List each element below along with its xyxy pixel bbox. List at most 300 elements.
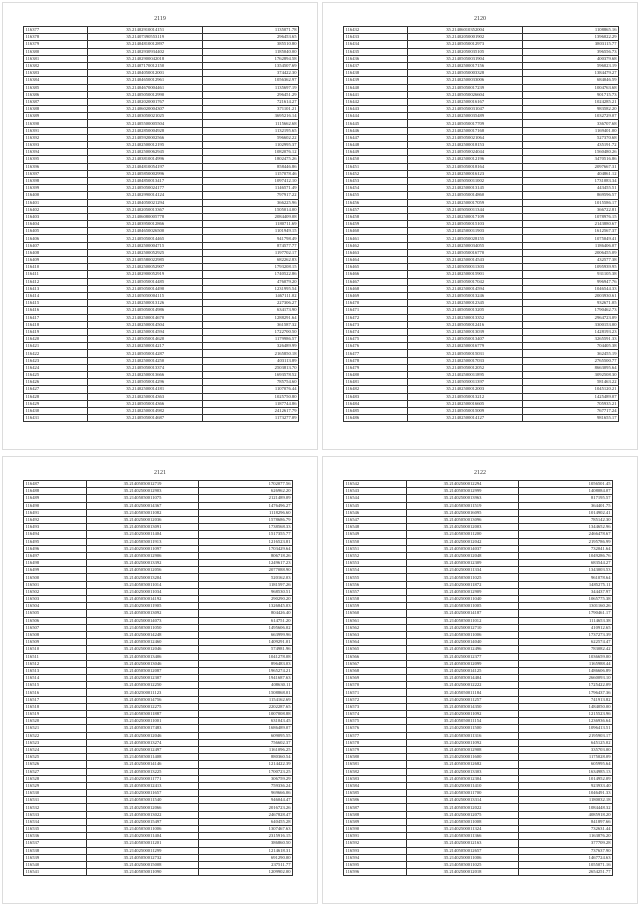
row-id-cell: 116540 bbox=[24, 861, 87, 868]
coordinate-cell: 35.21402500016779 bbox=[408, 343, 523, 350]
amount-cell: 366225.96 bbox=[202, 199, 298, 206]
amount-cell: 396556.73 bbox=[522, 48, 618, 55]
table-row bbox=[24, 797, 293, 804]
amount-cell: 1517355.77 bbox=[199, 531, 293, 538]
table-row bbox=[24, 861, 293, 868]
row-id-cell: 116569 bbox=[344, 675, 407, 682]
row-id-cell: 116581 bbox=[344, 761, 407, 768]
amount-cell: 1097412.10 bbox=[202, 177, 298, 184]
coordinate-cell: 35.21405050014756 bbox=[87, 696, 199, 703]
amount-cell: 946044.47 bbox=[199, 797, 293, 804]
amount-cell: 596602.22 bbox=[202, 134, 298, 141]
table-row bbox=[24, 790, 293, 797]
table-row bbox=[24, 113, 299, 120]
table-row bbox=[344, 833, 613, 840]
amount-cell: 1180711.69 bbox=[202, 221, 298, 228]
coordinate-cell: 35.21405050013205 bbox=[408, 307, 523, 314]
amount-cell: 663999.96 bbox=[199, 631, 293, 638]
row-id-cell: 116499 bbox=[24, 567, 87, 574]
amount-cell: 296453.65 bbox=[202, 34, 298, 41]
coordinate-cell: 35.21402500013303 bbox=[407, 768, 519, 775]
row-id-cell: 116452 bbox=[344, 170, 408, 177]
coordinate-cell: 35.21405050011012 bbox=[407, 617, 519, 624]
coordinate-cell: 35.21402500014982 bbox=[88, 407, 203, 414]
amount-cell: 1004763.68 bbox=[522, 84, 618, 91]
row-id-cell: 116487 bbox=[24, 481, 87, 488]
coordinate-cell: 35.21402500011404 bbox=[87, 531, 199, 538]
table-row bbox=[24, 516, 293, 523]
coordinate-cell: 35.21402500012003 bbox=[408, 386, 523, 393]
coordinate-cell: 35.21405050012657 bbox=[407, 847, 519, 854]
table-row bbox=[344, 660, 613, 667]
row-id-cell: 116467 bbox=[344, 278, 408, 285]
amount-cell: 1132195.65 bbox=[202, 127, 298, 134]
row-id-cell: 116432 bbox=[344, 27, 408, 34]
row-id-cell: 116436 bbox=[344, 55, 408, 62]
table-row bbox=[344, 257, 619, 264]
coordinate-cell: 35.21402500011299 bbox=[87, 847, 199, 854]
coordinate-cell: 35.21402500013392 bbox=[87, 560, 199, 567]
coordinate-cell: 35.21405050012460 bbox=[87, 639, 199, 646]
table-row bbox=[24, 775, 293, 782]
coordinate-cell: 35.21405050012087 bbox=[87, 667, 199, 674]
coordinate-cell: 35.21405050014986 bbox=[88, 307, 203, 314]
row-id-cell: 116586 bbox=[344, 797, 407, 804]
row-id-cell: 116589 bbox=[344, 818, 407, 825]
table-row bbox=[344, 675, 613, 682]
amount-cell: 1025750.80 bbox=[202, 393, 298, 400]
row-id-cell: 116587 bbox=[344, 804, 407, 811]
row-id-cell: 116437 bbox=[344, 62, 408, 69]
amount-cell: 1102995.37 bbox=[202, 142, 298, 149]
amount-cell: 237511.77 bbox=[199, 861, 293, 868]
row-id-cell: 116568 bbox=[344, 667, 407, 674]
coordinate-cell: 35.21405050011184 bbox=[407, 689, 519, 696]
row-id-cell: 116547 bbox=[344, 516, 407, 523]
row-id-cell: 116522 bbox=[24, 732, 87, 739]
amount-cell: 609095.55 bbox=[199, 732, 293, 739]
coordinate-cell: 35.21402500034055 bbox=[408, 242, 523, 249]
table-row bbox=[24, 185, 299, 192]
row-id-cell: 116530 bbox=[24, 790, 87, 797]
amount-cell: 2654251.77 bbox=[519, 869, 613, 876]
amount-cell: 326489.99 bbox=[202, 343, 298, 350]
coordinate-cell: 35.21402500016095 bbox=[407, 509, 519, 516]
row-id-cell: 116493 bbox=[24, 524, 87, 531]
row-id-cell: 116450 bbox=[344, 156, 408, 163]
amount-cell: 2964723.09 bbox=[522, 314, 618, 321]
coordinate-cell: 35.21402500013963 bbox=[407, 495, 519, 502]
coordinate-cell: 35.21405050011397 bbox=[408, 379, 523, 386]
coordinate-cell: 35.21402500012497 bbox=[87, 746, 199, 753]
row-id-cell: 116578 bbox=[344, 739, 407, 746]
table-row bbox=[344, 502, 613, 509]
row-id-cell: 116441 bbox=[344, 91, 408, 98]
amount-cell: 983582.20 bbox=[522, 106, 618, 113]
amount-cell: 8663095.64 bbox=[522, 364, 618, 371]
row-id-cell: 116509 bbox=[24, 639, 87, 646]
table-row bbox=[24, 818, 293, 825]
row-id-cell: 116537 bbox=[24, 840, 87, 847]
coordinate-cell: 35.21402500015901 bbox=[408, 271, 523, 278]
amount-cell: 366722.81 bbox=[522, 206, 618, 213]
coordinate-cell: 35.21402500012046 bbox=[87, 732, 199, 739]
coordinate-cell: 35.21402850004928 bbox=[88, 127, 203, 134]
amount-cell: 527370.68 bbox=[522, 134, 618, 141]
amount-cell: 1508868.01 bbox=[199, 689, 293, 696]
row-id-cell: 116498 bbox=[24, 560, 87, 567]
table-row bbox=[24, 833, 293, 840]
amount-cell: 1163876.20 bbox=[519, 833, 613, 840]
coordinate-cell: 35.21405050013091 bbox=[87, 524, 199, 531]
table-row bbox=[24, 415, 299, 422]
coordinate-cell: 35.21405050011090 bbox=[87, 869, 199, 876]
coordinate-cell: 35.21405050013374 bbox=[88, 364, 203, 371]
row-id-cell: 116570 bbox=[344, 682, 407, 689]
table-row bbox=[24, 746, 293, 753]
amount-cell: 1505014.00 bbox=[202, 206, 298, 213]
amount-cell: 1484050.00 bbox=[519, 703, 613, 710]
table-row bbox=[344, 264, 619, 271]
coordinate-cell: 35.21405050012719 bbox=[87, 481, 199, 488]
coordinate-cell: 35.21403950012866 bbox=[88, 221, 203, 228]
coordinate-cell: 35.21404650026500 bbox=[88, 228, 203, 235]
row-id-cell: 116449 bbox=[344, 149, 408, 156]
table-row bbox=[24, 34, 299, 41]
coordinate-cell: 35.21402500014181 bbox=[88, 386, 203, 393]
coordinate-cell: 35.21405050011002 bbox=[408, 177, 523, 184]
amount-cell: 306759.29 bbox=[199, 775, 293, 782]
table-row bbox=[344, 163, 619, 170]
coordinate-cell: 35.21402500012042 bbox=[407, 538, 519, 545]
coordinate-cell: 35.21402500011404 bbox=[87, 833, 199, 840]
table-row bbox=[24, 725, 293, 732]
amount-cell: 1215523.96 bbox=[519, 711, 613, 718]
amount-cell: 1214618.31 bbox=[199, 847, 293, 854]
row-id-cell: 116477 bbox=[344, 350, 408, 357]
coordinate-cell: 35.21405050012022 bbox=[407, 804, 519, 811]
table-row bbox=[344, 98, 619, 105]
amount-cell: 841897.66 bbox=[519, 818, 613, 825]
amount-cell: 1157078.46 bbox=[202, 170, 298, 177]
coordinate-cell: 35.21402500011905 bbox=[87, 603, 199, 610]
table-row bbox=[24, 48, 299, 55]
row-id-cell: 116511 bbox=[24, 653, 87, 660]
amount-cell: 1485275.11 bbox=[519, 581, 613, 588]
amount-cell: 596023.19 bbox=[522, 62, 618, 69]
amount-cell: 1084448.32 bbox=[519, 804, 613, 811]
coordinate-cell: 35.21402500017109 bbox=[408, 213, 523, 220]
table-row bbox=[344, 156, 619, 163]
table-row bbox=[344, 524, 613, 531]
row-id-cell: 116575 bbox=[344, 718, 407, 725]
table-row bbox=[24, 754, 293, 761]
table-row bbox=[24, 718, 293, 725]
row-id-cell: 116471 bbox=[344, 307, 408, 314]
row-id-cell: 116517 bbox=[24, 696, 87, 703]
amount-cell: 767717.24 bbox=[522, 407, 618, 414]
row-id-cell: 116504 bbox=[24, 603, 87, 610]
row-id-cell: 116382 bbox=[24, 62, 88, 69]
table-row bbox=[344, 603, 613, 610]
coordinate-cell: 35.21407390553119 bbox=[88, 34, 203, 41]
row-id-cell: 116494 bbox=[24, 531, 87, 538]
table-row bbox=[24, 869, 293, 876]
row-id-cell: 116574 bbox=[344, 711, 407, 718]
amount-cell: 901715.73 bbox=[522, 91, 618, 98]
coordinate-cell: 35.21402500014543 bbox=[408, 257, 523, 264]
coordinate-cell: 35.21405050011154 bbox=[407, 718, 519, 725]
table-row bbox=[344, 314, 619, 321]
amount-cell: 1578686.79 bbox=[199, 516, 293, 523]
amount-cell: 1737273.39 bbox=[519, 631, 613, 638]
amount-cell: 817195.57 bbox=[519, 495, 613, 502]
amount-cell: 435191.72 bbox=[522, 142, 618, 149]
coordinate-cell: 35.21405050011014 bbox=[87, 581, 199, 588]
coordinate-cell: 35.21402500017156 bbox=[408, 62, 523, 69]
coordinate-cell: 35.21405050012990 bbox=[88, 91, 203, 98]
table-row bbox=[344, 400, 619, 407]
table-row bbox=[24, 106, 299, 113]
amount-cell: 1762894.58 bbox=[202, 55, 298, 62]
coordinate-cell: 35.21402500014594 bbox=[408, 285, 523, 292]
coordinate-cell: 35.21402500012048 bbox=[407, 552, 519, 559]
row-id-cell: 116594 bbox=[344, 854, 407, 861]
row-id-cell: 116490 bbox=[24, 502, 87, 509]
table-row bbox=[344, 696, 613, 703]
table-row bbox=[344, 495, 613, 502]
row-id-cell: 116465 bbox=[344, 264, 408, 271]
coordinate-cell: 35.21402500012307 bbox=[87, 675, 199, 682]
table-row bbox=[24, 481, 293, 488]
coordinate-cell: 35.21405050015103 bbox=[408, 221, 523, 228]
row-id-cell: 116399 bbox=[24, 185, 88, 192]
table-row bbox=[344, 610, 613, 617]
row-id-cell: 116595 bbox=[344, 861, 407, 868]
amount-cell: 1179986.57 bbox=[202, 336, 298, 343]
amount-cell: 622574.47 bbox=[519, 639, 613, 646]
coordinate-cell: 35.21404650012961 bbox=[88, 77, 203, 84]
coordinate-cell: 35.21405050014860 bbox=[408, 192, 523, 199]
amount-cell: 2084409.08 bbox=[202, 213, 298, 220]
amount-cell: 2016723.26 bbox=[199, 804, 293, 811]
coordinate-cell: 35.21402500014594 bbox=[88, 328, 203, 335]
amount-cell: 2202287.65 bbox=[199, 703, 293, 710]
amount-cell: 2765500.77 bbox=[522, 357, 618, 364]
row-id-cell: 116524 bbox=[24, 746, 87, 753]
row-id-cell: 116481 bbox=[344, 379, 408, 386]
amount-cell: 1326845.03 bbox=[199, 603, 293, 610]
amount-cell: 1288291.64 bbox=[202, 314, 298, 321]
amount-cell: 520162.03 bbox=[199, 574, 293, 581]
table-row bbox=[24, 646, 293, 653]
amount-cell: 1185040.00 bbox=[202, 48, 298, 55]
table-row bbox=[24, 386, 299, 393]
amount-cell: 1096413.51 bbox=[519, 725, 613, 732]
amount-cell: 634173.90 bbox=[202, 307, 298, 314]
amount-cell: 869596.57 bbox=[522, 192, 618, 199]
table-row bbox=[344, 725, 613, 732]
row-id-cell: 116422 bbox=[24, 350, 88, 357]
table-row bbox=[24, 300, 299, 307]
row-id-cell: 116464 bbox=[344, 257, 408, 264]
table-row bbox=[24, 62, 299, 69]
row-id-cell: 116480 bbox=[344, 372, 408, 379]
row-id-cell: 116446 bbox=[344, 127, 408, 134]
amount-cell: 2466478.67 bbox=[519, 531, 613, 538]
table-row bbox=[24, 292, 299, 299]
coordinate-cell: 35.21405050011303 bbox=[408, 264, 523, 271]
row-id-cell: 116394 bbox=[24, 149, 88, 156]
table-row bbox=[344, 739, 613, 746]
coordinate-cell: 35.21405050011540 bbox=[87, 797, 199, 804]
amount-cell: 1175028.09 bbox=[519, 754, 613, 761]
coordinate-cell: 35.21405050011025 bbox=[407, 861, 519, 868]
table-row bbox=[344, 192, 619, 199]
table-row bbox=[344, 185, 619, 192]
row-id-cell: 116520 bbox=[24, 718, 87, 725]
amount-cell: 1486606.89 bbox=[519, 667, 613, 674]
row-id-cell: 116425 bbox=[24, 372, 88, 379]
table-row bbox=[24, 271, 299, 278]
row-id-cell: 116393 bbox=[24, 142, 88, 149]
page-number: 2120 bbox=[474, 16, 486, 22]
row-id-cell: 116543 bbox=[344, 488, 407, 495]
row-id-cell: 116486 bbox=[344, 415, 408, 422]
table-row bbox=[24, 811, 293, 818]
amount-cell: 1965274.21 bbox=[199, 667, 293, 674]
table-row bbox=[24, 545, 293, 552]
amount-cell: 1560480.26 bbox=[522, 149, 618, 156]
row-id-cell: 116403 bbox=[24, 213, 88, 220]
row-id-cell: 116505 bbox=[24, 610, 87, 617]
coordinate-cell: 35.21405050024177 bbox=[88, 185, 203, 192]
table-row bbox=[24, 840, 293, 847]
coordinate-cell: 35.21402500012377 bbox=[407, 653, 519, 660]
amount-cell: 785142.30 bbox=[519, 516, 613, 523]
coordinate-cell: 35.21402500014248 bbox=[87, 631, 199, 638]
coordinate-cell: 35.21404810012897 bbox=[88, 41, 203, 48]
table-row bbox=[24, 531, 293, 538]
amount-cell: 732631.44 bbox=[519, 826, 613, 833]
coordinate-cell: 35.21405050013212 bbox=[408, 393, 523, 400]
coordinate-cell: 35.21405050014490 bbox=[88, 285, 203, 292]
row-id-cell: 116555 bbox=[344, 574, 407, 581]
coordinate-cell: 35.21406080005778 bbox=[88, 213, 203, 220]
amount-cell: 1007008.88 bbox=[199, 711, 293, 718]
row-id-cell: 116548 bbox=[344, 524, 407, 531]
table-row bbox=[24, 524, 293, 531]
amount-cell: 1467111.02 bbox=[202, 292, 298, 299]
amount-cell: 1725422.09 bbox=[519, 682, 613, 689]
row-id-cell: 116557 bbox=[344, 588, 407, 595]
row-id-cell: 116479 bbox=[344, 364, 408, 371]
table-row bbox=[24, 854, 293, 861]
table-row bbox=[344, 328, 619, 335]
row-id-cell: 116580 bbox=[344, 754, 407, 761]
row-id-cell: 116533 bbox=[24, 811, 87, 818]
table-row bbox=[344, 653, 613, 660]
coordinate-cell: 35.21405050011913 bbox=[87, 538, 199, 545]
amount-cell: 2660093.10 bbox=[519, 675, 613, 682]
amount-cell: 3470516.86 bbox=[522, 156, 618, 163]
table-row bbox=[344, 854, 613, 861]
data-table bbox=[23, 480, 293, 876]
row-id-cell: 116567 bbox=[344, 660, 407, 667]
coordinate-cell: 35.21405920002566 bbox=[88, 134, 203, 141]
table-row bbox=[24, 696, 293, 703]
coordinate-cell: 35.21405850002996 bbox=[88, 170, 203, 177]
row-id-cell: 116388 bbox=[24, 106, 88, 113]
table-row bbox=[24, 314, 299, 321]
coordinate-cell: 35.21402500013039 bbox=[408, 328, 523, 335]
row-id-cell: 116529 bbox=[24, 782, 87, 789]
amount-cell: 1154162.69 bbox=[199, 696, 293, 703]
table-row bbox=[24, 170, 299, 177]
row-id-cell: 116488 bbox=[24, 488, 87, 495]
table-row bbox=[24, 689, 293, 696]
row-id-cell: 116497 bbox=[24, 552, 87, 559]
table-row bbox=[344, 617, 613, 624]
coordinate-cell: 35.21405050004115 bbox=[88, 292, 203, 299]
row-id-cell: 116582 bbox=[344, 768, 407, 775]
amount-cell: 1236936.64 bbox=[519, 718, 613, 725]
row-id-cell: 116573 bbox=[344, 703, 407, 710]
coordinate-cell: 35.21402500012345 bbox=[408, 300, 523, 307]
row-id-cell: 116478 bbox=[344, 357, 408, 364]
coordinate-cell: 35.21405050011408 bbox=[87, 754, 199, 761]
row-id-cell: 116536 bbox=[24, 833, 87, 840]
row-id-cell: 116412 bbox=[24, 278, 88, 285]
row-id-cell: 116442 bbox=[344, 98, 408, 105]
amount-cell: 1046544.33 bbox=[522, 285, 618, 292]
coordinate-cell: 35.21402500017168 bbox=[408, 127, 523, 134]
table-row bbox=[24, 213, 299, 220]
row-id-cell: 116510 bbox=[24, 646, 87, 653]
table-row bbox=[24, 560, 293, 567]
row-id-cell: 116583 bbox=[344, 775, 407, 782]
amount-cell: 756602.37 bbox=[199, 739, 293, 746]
coordinate-cell: 35.21402500011324 bbox=[407, 826, 519, 833]
amount-cell: 1796437.36 bbox=[519, 689, 613, 696]
amount-cell: 1101949.15 bbox=[202, 228, 298, 235]
coordinate-cell: 35.21405050012309 bbox=[407, 560, 519, 567]
amount-cell: 1135697.19 bbox=[202, 84, 298, 91]
coordinate-cell: 35.21402500013204 bbox=[87, 574, 199, 581]
amount-cell: 969666.06 bbox=[199, 790, 293, 797]
table-row bbox=[344, 106, 619, 113]
row-id-cell: 116458 bbox=[344, 213, 408, 220]
table-row bbox=[344, 221, 619, 228]
amount-cell: 1634985.13 bbox=[519, 768, 613, 775]
table-row bbox=[344, 588, 613, 595]
coordinate-cell: 35.21405050012973 bbox=[408, 41, 523, 48]
coordinate-cell: 35.21405050014287 bbox=[88, 350, 203, 357]
row-id-cell: 116453 bbox=[344, 177, 408, 184]
amount-cell: 2315916.15 bbox=[199, 833, 293, 840]
coordinate-cell: 35.21402500012163 bbox=[407, 840, 519, 847]
row-id-cell: 116535 bbox=[24, 826, 87, 833]
amount-cell: 923933.40 bbox=[519, 782, 613, 789]
coordinate-cell: 35.21402500011001 bbox=[87, 718, 199, 725]
row-id-cell: 116507 bbox=[24, 624, 87, 631]
row-id-cell: 116414 bbox=[24, 292, 88, 299]
table-row bbox=[344, 646, 613, 653]
table-row bbox=[344, 624, 613, 631]
amount-cell: 1476496.27 bbox=[199, 502, 293, 509]
coordinate-cell: 35.21404050021294 bbox=[88, 199, 203, 206]
coordinate-cell: 35.21402500011257 bbox=[407, 696, 519, 703]
